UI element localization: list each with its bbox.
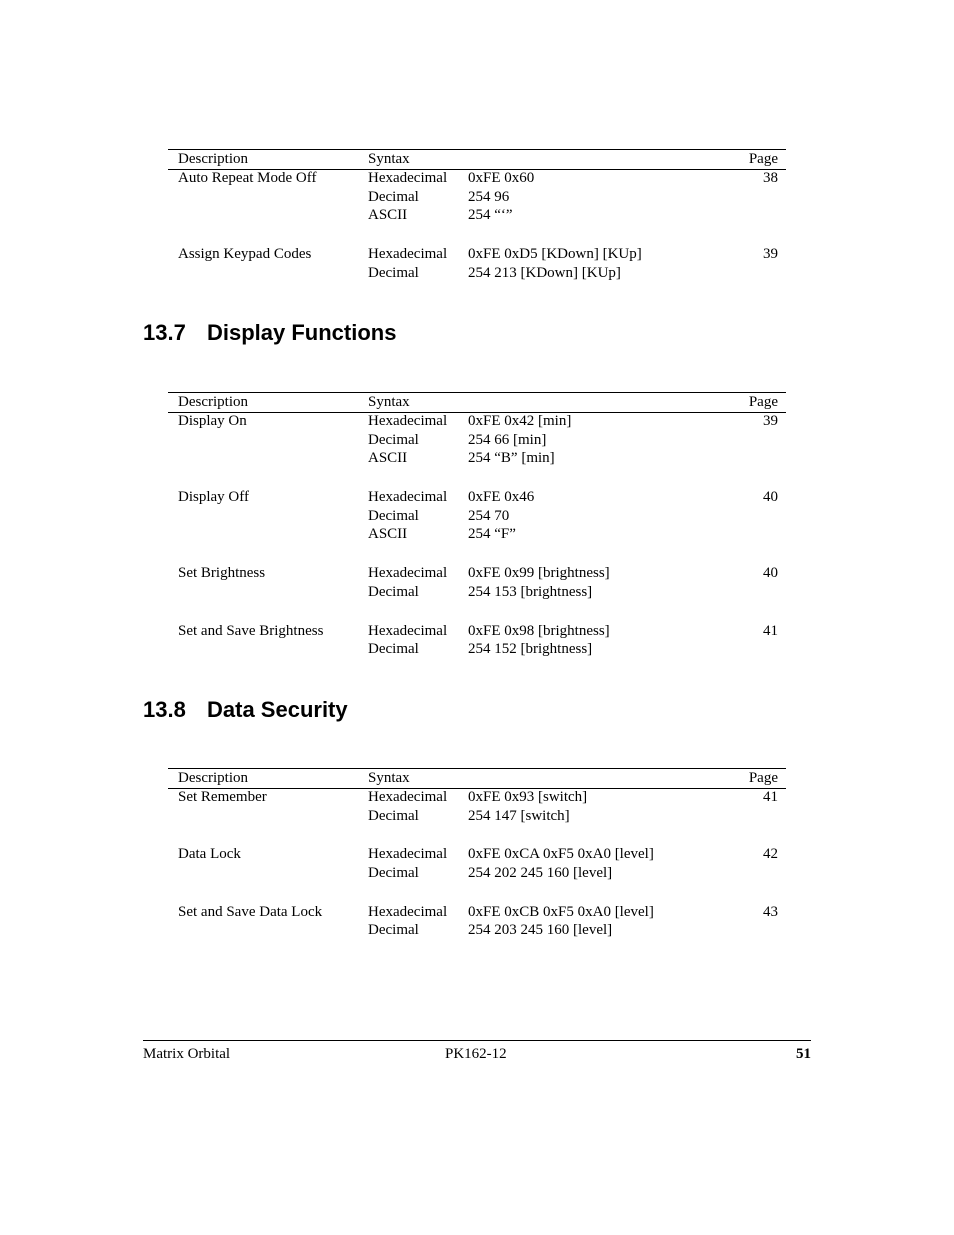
syntax-value: 254 213 [KDown] [KUp] (468, 264, 621, 281)
footer-page-number: 51 (796, 1046, 811, 1062)
command-entry (168, 565, 786, 602)
command-table-keypad (168, 149, 786, 283)
syntax-line (168, 508, 786, 527)
section-number: 13.7 (143, 320, 186, 345)
header-syntax: Syntax (368, 770, 410, 786)
syntax-format: Hexadecimal (368, 846, 448, 863)
table-header (168, 768, 786, 789)
command-entry (168, 846, 786, 883)
command-description: Auto Repeat Mode Off (178, 170, 317, 186)
syntax-format: Decimal (368, 188, 419, 205)
syntax-format: Hexadecimal (368, 622, 448, 639)
command-entry (168, 170, 786, 226)
syntax-line (168, 565, 786, 584)
command-description: Assign Keypad Codes (178, 246, 312, 263)
command-table-data-security (168, 768, 786, 941)
header-description: Description (178, 394, 248, 410)
syntax-format: Hexadecimal (368, 489, 448, 506)
syntax-format: ASCII (368, 450, 408, 467)
syntax-value: 254 152 [brightness] (468, 641, 593, 658)
command-description: Set Remember (178, 789, 267, 805)
command-entry (168, 623, 786, 660)
command-page: 41 (763, 789, 778, 805)
table-header (168, 149, 786, 170)
syntax-line (168, 808, 786, 827)
syntax-format: ASCII (368, 526, 408, 543)
footer-product: PK162-12 (445, 1046, 507, 1062)
table-header (168, 392, 786, 413)
syntax-value: 254 “B” [min] (468, 450, 555, 467)
syntax-value: 254 203 245 160 [level] (468, 922, 613, 939)
syntax-format: Decimal (368, 807, 419, 824)
syntax-line (168, 413, 786, 432)
syntax-line (168, 623, 786, 642)
footer-company: Matrix Orbital (143, 1046, 231, 1062)
command-entry (168, 489, 786, 545)
syntax-line (168, 865, 786, 884)
syntax-value: 254 “F” (468, 526, 516, 543)
command-page: 42 (763, 846, 778, 863)
table-body (168, 170, 786, 283)
syntax-line (168, 789, 786, 808)
command-description: Set Brightness (178, 565, 266, 582)
syntax-value: 0xFE 0x98 [brightness] (468, 622, 610, 639)
syntax-format: Decimal (368, 431, 419, 448)
header-description: Description (178, 151, 248, 167)
section-heading-data-security (143, 697, 348, 723)
section-title: Display Functions (207, 320, 397, 345)
syntax-format: Hexadecimal (368, 789, 448, 805)
section-title: Data Security (207, 697, 348, 722)
header-page: Page (748, 151, 778, 167)
command-page: 43 (763, 903, 778, 920)
syntax-format: Hexadecimal (368, 170, 448, 186)
command-description: Data Lock (178, 846, 241, 863)
header-page: Page (748, 394, 778, 410)
syntax-value: 0xFE 0x42 [min] (468, 413, 572, 429)
syntax-format: Decimal (368, 507, 419, 524)
syntax-line (168, 526, 786, 545)
syntax-value: 0xFE 0xCA 0xF5 0xA0 [level] (468, 846, 654, 863)
syntax-value: 254 202 245 160 [level] (468, 865, 613, 882)
syntax-value: 0xFE 0x46 (468, 489, 535, 506)
syntax-line (168, 489, 786, 508)
syntax-line (168, 450, 786, 469)
syntax-format: Decimal (368, 264, 419, 281)
header-description: Description (178, 770, 248, 786)
syntax-line (168, 641, 786, 660)
syntax-format: Hexadecimal (368, 413, 448, 429)
syntax-format: Decimal (368, 583, 419, 600)
table-body (168, 789, 786, 941)
command-description: Set and Save Data Lock (178, 903, 323, 920)
row-spacer (168, 884, 786, 904)
syntax-line (168, 265, 786, 284)
syntax-value: 254 147 [switch] (468, 807, 570, 824)
syntax-line (168, 189, 786, 208)
syntax-value: 254 66 [min] (468, 431, 547, 448)
syntax-line (168, 922, 786, 941)
command-page: 40 (763, 565, 778, 582)
command-entry (168, 413, 786, 469)
command-page: 38 (763, 170, 778, 186)
syntax-format: Hexadecimal (368, 903, 448, 920)
syntax-format: Decimal (368, 865, 419, 882)
syntax-value: 254 “‘” (468, 207, 513, 224)
syntax-value: 0xFE 0x60 (468, 170, 535, 186)
command-table-display (168, 392, 786, 660)
syntax-value: 0xFE 0xCB 0xF5 0xA0 [level] (468, 903, 654, 920)
syntax-line (168, 432, 786, 451)
syntax-line (168, 584, 786, 603)
header-syntax: Syntax (368, 394, 410, 410)
command-description: Display On (178, 413, 247, 429)
syntax-line (168, 170, 786, 189)
row-spacer (168, 226, 786, 246)
row-spacer (168, 545, 786, 565)
syntax-format: Hexadecimal (368, 565, 448, 582)
command-entry (168, 789, 786, 826)
row-spacer (168, 603, 786, 623)
row-spacer (168, 469, 786, 489)
syntax-value: 0xFE 0xD5 [KDown] [KUp] (468, 246, 642, 263)
syntax-format: Hexadecimal (368, 246, 448, 263)
section-heading-display-functions (143, 320, 396, 346)
command-description: Display Off (178, 489, 249, 506)
command-page: 40 (763, 489, 778, 506)
command-page: 39 (763, 246, 778, 263)
syntax-value: 254 153 [brightness] (468, 583, 593, 600)
command-description: Set and Save Brightness (178, 622, 324, 639)
command-page: 39 (763, 413, 778, 429)
syntax-format: Decimal (368, 922, 419, 939)
table-body (168, 413, 786, 660)
syntax-format: ASCII (368, 207, 408, 224)
syntax-value: 0xFE 0x93 [switch] (468, 789, 588, 805)
command-entry (168, 246, 786, 283)
syntax-value: 0xFE 0x99 [brightness] (468, 565, 610, 582)
syntax-value: 254 96 (468, 188, 510, 205)
syntax-line (168, 904, 786, 923)
syntax-line (168, 207, 786, 226)
syntax-line (168, 246, 786, 265)
row-spacer (168, 826, 786, 846)
header-page: Page (748, 770, 778, 786)
syntax-line (168, 846, 786, 865)
syntax-value: 254 70 (468, 507, 510, 524)
command-entry (168, 904, 786, 941)
page-footer (143, 1040, 811, 1065)
command-page: 41 (763, 622, 778, 639)
syntax-format: Decimal (368, 641, 419, 658)
header-syntax: Syntax (368, 151, 410, 167)
section-number: 13.8 (143, 697, 186, 722)
